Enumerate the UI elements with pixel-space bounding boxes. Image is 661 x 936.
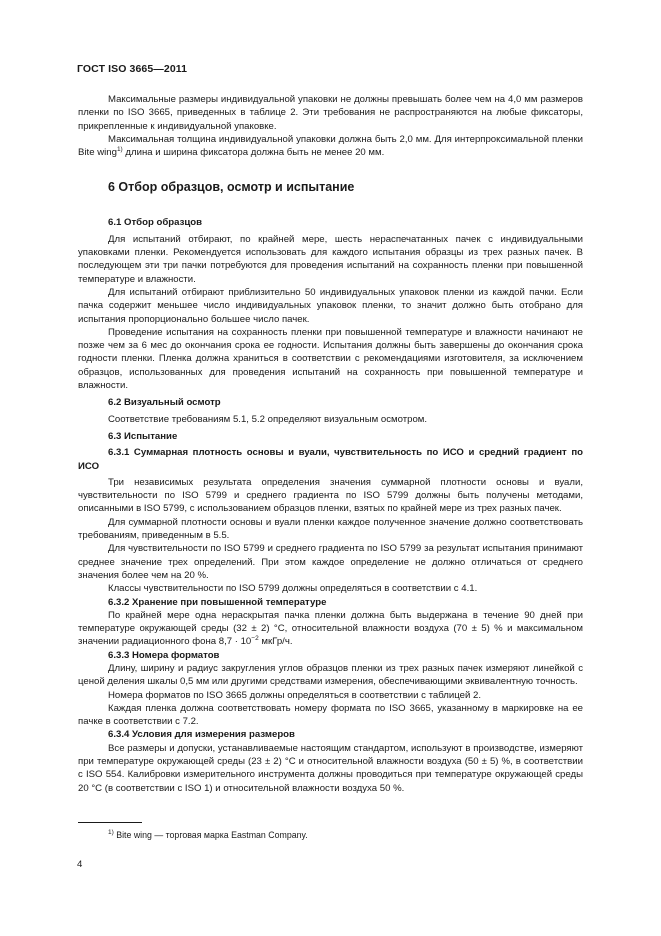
section-6-3-4-heading: 6.3.4 Условия для измерения размеров <box>108 729 295 741</box>
section-6-3-heading: 6.3 Испытание <box>108 430 178 442</box>
footnote-text: Bite wing — торговая марка Eastman Company. <box>113 830 308 840</box>
page-number: 4 <box>77 859 83 870</box>
paragraph-density-4: Классы чувствительности по ISO 5799 должны определяться в соответствии с 4.1. <box>108 583 478 595</box>
paragraph-storage: По крайней мере одна нераскрытая пачка пленки должна быть выдержана в течение 90 дней при температуре окружающей среды (32 ± 2) °С, относительной влажности воздуха (70 ± 5) % и максимальном значении радиационного фона $8,7 \cdot 10^{-2}$ мкГр/ч. <box>78 609 583 648</box>
paragraph-max-thickness: Максимальная толщина индивидуальной упаковки должна быть 2,0 мм. Для интерпроксимальной пленки Bite wing$^{1)}$ длина и ширина фиксатора должна быть не менее 20 мм. <box>78 133 583 159</box>
section-6-3-1-heading: 6.3.1 Суммарная плотность основы и вуали, чувствительность по ИСО и средний градиент по ИСО <box>78 447 583 472</box>
footnote-divider <box>78 822 142 823</box>
paragraph-max-size: Максимальные размеры индивидуальной упаковки не должны превышать более чем на 4,0 мм размеров пленки по ISO 3665, приведенных в таблице 2. Эти требования не распространяются на любые фиксаторы, прикрепленные к индивидуальной упаковке. <box>78 94 583 132</box>
paragraph-density-2: Для суммарной плотности основы и вуали пленки каждое полученное значение должно соответствовать требованиям, приведенным в 5.5. <box>78 516 583 542</box>
standard-header: ГОСТ ISO 3665—2011 <box>77 63 188 75</box>
footnote-mark: 1) <box>108 829 114 836</box>
footnote <box>108 829 308 842</box>
section-6-3-3-heading: 6.3.3 Номера форматов <box>108 649 220 661</box>
paragraph-density-3: Для чувствительности по ISO 5799 и среднего градиента по ISO 5799 за результат испытания принимают среднее значение трех определений. При этом каждое определение не должно отличаться от среднего значения более чем на 20 %. <box>78 543 583 581</box>
paragraph-visual: Соответствие требованиям 5.1, 5.2 определяют визуальным осмотром. <box>108 413 428 425</box>
paragraph-format-3: Каждая пленка должна соответствовать номеру формата по ISO 3665, указанному в маркировке на ее пачке в соответствии с 7.2. <box>78 702 583 728</box>
paragraph-sampling-2: Для испытаний отбирают приблизительно 50 индивидуальных упаковок пленки из каждой пачки. Если пачка содержит меньшее число индивидуальных упаковок пленки, то значит должно быть отобрано для испытания пропорционально большее число пачек. <box>78 286 583 325</box>
paragraph-format-1: Длину, ширину и радиус закругления углов образцов пленки из трех разных пачек измеряют линейкой с ценой деления шкалы 0,5 мм или другими средствами измерения, обеспечивающими эквивалентную точность. <box>78 662 583 688</box>
section-6-3-2-heading: 6.3.2 Хранение при повышенной температуре <box>108 596 327 608</box>
paragraph-sampling-3: Проведение испытания на сохранность пленки при повышенной температуре и влажности начинают не позже чем за 6 мес до окончания срока ее годности. Испытания должны быть завершены до окончания срока годности пленки. Пленка должна храниться в соответствии с рекомендациями изготовителя, за исключением образцов, использованных для проведения испытаний на сохранность при повышенной температуре и влажности. <box>78 326 583 392</box>
section-6-1-heading: 6.1 Отбор образцов <box>108 217 202 229</box>
paragraph-sampling-1: Для испытаний отбирают, по крайней мере, шесть нераспечатанных пачек с индивидуальными упаковками пленки. Рекомендуется использовать для каждого испытания образцы из трех разных пачек. В последующем эти три пачки потребуются для проведения испытаний на сохранность пленки при повышенной температуре и влажности. <box>78 233 583 285</box>
section-6-2-heading: 6.2 Визуальный осмотр <box>108 397 221 409</box>
paragraph-measure-conditions: Все размеры и допуски, устанавливаемые настоящим стандартом, используют в производстве, измеряют при температуре окружающей среды (23 ± 2) °С и относительной влажности воздуха (50 ± 5) %, в соответствии с ISO 554. Калибровки измерительного инструмента должны проводиться при температуре окружающей среды 20 °С (в соответствии с ISO 1) и относительной влажности воздуха 50 %. <box>78 742 583 794</box>
footnote-ref[interactable]: 1) <box>116 146 123 154</box>
page-body <box>78 93 583 795</box>
section-6-heading: 6 Отбор образцов, осмотр и испытание <box>108 180 355 195</box>
paragraph-format-2: Номера форматов по ISO 3665 должны определяться в соответствии с таблицей 2. <box>108 689 481 701</box>
paragraph-density-1: Три независимых результата определения значения суммарной плотности основы и вуали, чувствительности по ISO 5799 и среднего градиента по ISO 5799 должны быть получены методами, описанными в ISO 5799, с использованием образцов пленки, взятых по крайней мере из трех разных пачек. <box>78 476 583 515</box>
